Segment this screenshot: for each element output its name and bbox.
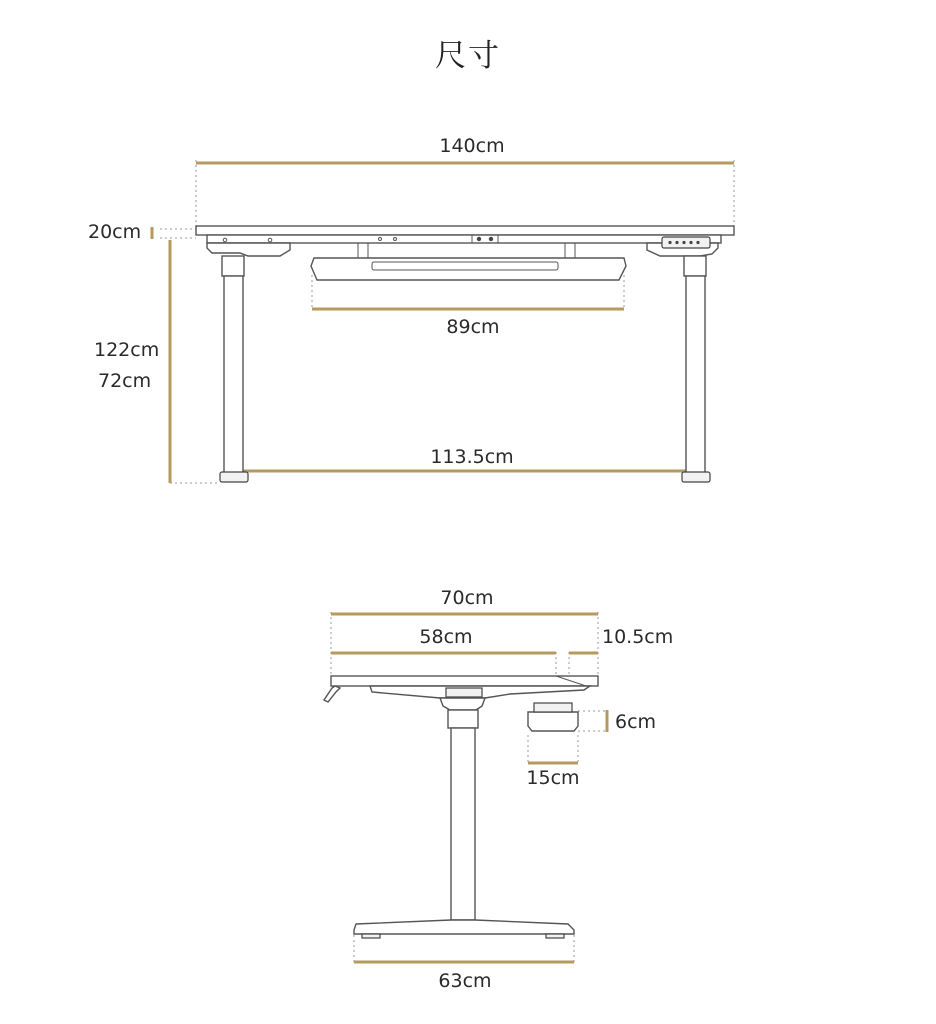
label-foot-length: 63cm <box>438 970 492 992</box>
front-handle <box>324 686 340 702</box>
column-upper <box>448 710 478 728</box>
label-height-min: 72cm <box>98 370 152 392</box>
label-top-thickness: 20cm <box>88 221 142 243</box>
label-depth-total: 70cm <box>440 587 494 609</box>
page-title: 尺寸 <box>435 38 501 74</box>
tray-mount <box>534 703 572 712</box>
right-leg <box>686 276 705 473</box>
right-foot-cap <box>682 472 710 482</box>
left-leg-upper <box>222 256 244 276</box>
side-foot <box>354 920 574 934</box>
foot-pad-right <box>546 934 564 938</box>
front-view <box>88 135 734 483</box>
left-foot-cap <box>220 472 248 482</box>
column-bracket <box>440 698 485 710</box>
side-cable-tray <box>528 712 578 731</box>
label-rear-offset: 10.5cm <box>602 626 674 648</box>
desk-top <box>196 226 734 235</box>
cable-tray <box>311 258 626 280</box>
right-leg-upper <box>684 256 706 276</box>
label-height-max: 122cm <box>94 339 160 361</box>
frame-beam <box>207 235 721 243</box>
side-view <box>324 587 673 992</box>
label-depth-inner: 58cm <box>419 626 473 648</box>
left-bracket <box>207 243 290 256</box>
label-tray-depth: 15cm <box>526 767 580 789</box>
column-lower <box>451 728 475 920</box>
label-leg-span: 113.5cm <box>430 446 514 468</box>
side-beam-block <box>446 688 482 697</box>
label-tray-width: 89cm <box>446 316 500 338</box>
label-tray-height: 6cm <box>615 711 657 733</box>
side-desk-top <box>331 676 598 686</box>
left-leg <box>224 276 243 473</box>
foot-pad-left <box>362 934 380 938</box>
label-width-total: 140cm <box>439 135 505 157</box>
